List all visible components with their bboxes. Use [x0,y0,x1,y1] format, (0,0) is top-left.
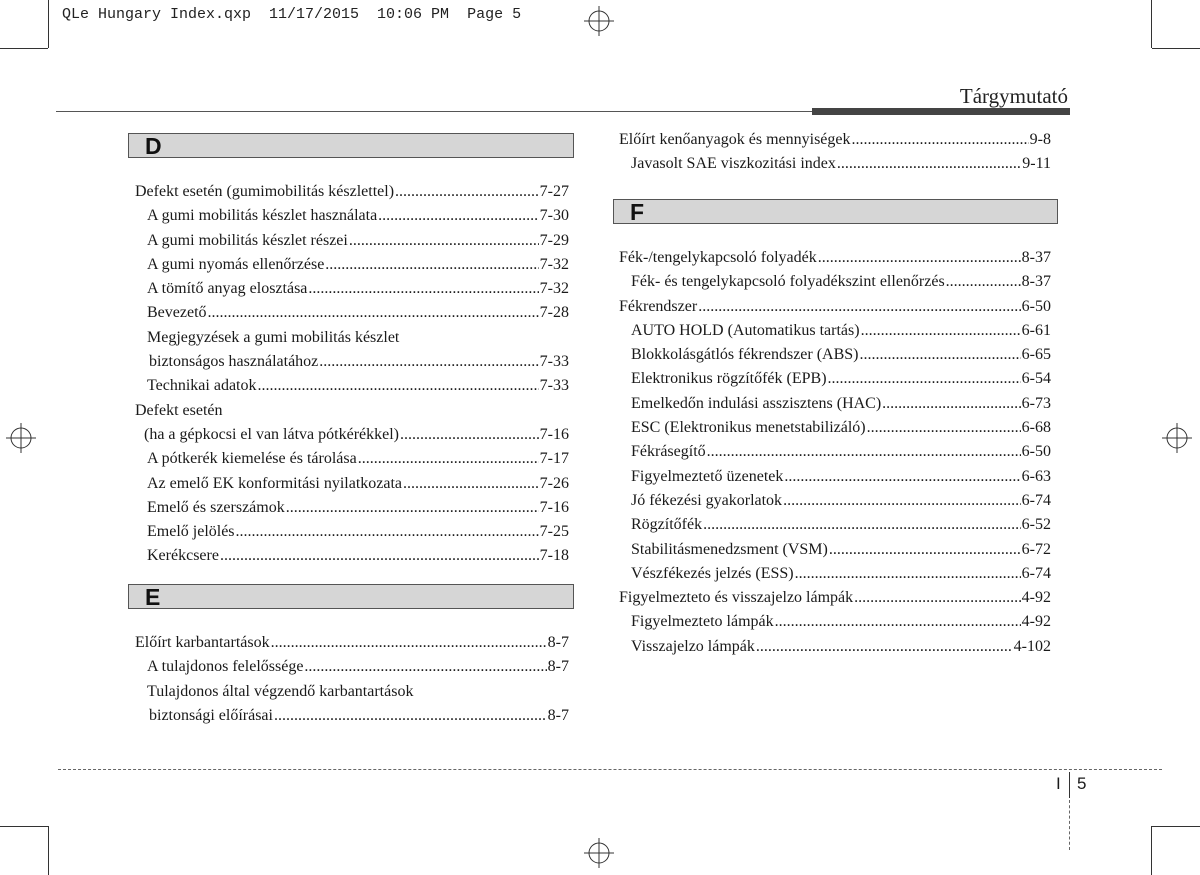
index-entry: Visszajelzo lámpák ..... 4-102 [619,635,1051,659]
index-entry: Az emelő EK konformitási nyilatkozata ..... 7-26 [135,472,569,496]
section-header-d [128,133,574,158]
index-column-right-f [619,246,1051,659]
section-header-e [128,584,574,609]
fold-line [1069,800,1070,850]
index-column-left [135,180,569,569]
index-entry: A gumi nyomás ellenőrzése ..... 7-32 [135,253,569,277]
index-entry: Emelő és szerszámok ..... 7-16 [135,496,569,520]
index-entry: Emelkedőn indulási asszisztens (HAC) ..... 6-73 [619,392,1051,416]
index-column-right-e [619,128,1051,177]
index-entry: Tulajdonos által végzendő karbantartások [147,682,414,700]
crop-mark-icon [1151,826,1152,875]
index-entry: biztonságos használatához ..... 7-33 [135,350,569,374]
registration-mark-icon [6,423,36,453]
page-title: Tárgymutató [959,84,1068,108]
index-entry: Defekt esetén [135,401,223,419]
index-entry: Figyelmezteto lámpák ..... 4-92 [619,610,1051,634]
index-entry: Figyelmeztető üzenetek ..... 6-63 [619,465,1051,489]
index-entry: Stabilitásmenedzsment (VSM) ..... 6-72 [619,538,1051,562]
index-entry: Figyelmezteto és visszajelzo lámpák ..... 4-92 [619,586,1051,610]
index-entry: Fékrendszer ..... 6-50 [619,295,1051,319]
index-entry: Fék- és tengelykapcsoló folyadékszint ellenőrzés ..... 8-37 [619,270,1051,294]
index-entry: Emelő jelölés ..... 7-25 [135,520,569,544]
header-rule [56,111,812,112]
section-letter-f: F [630,199,645,225]
index-entry: Blokkolásgátlós fékrendszer (ABS) ..... 6-65 [619,343,1051,367]
registration-mark-icon [584,6,614,36]
index-entry: A tulajdonos felelőssége ..... 8-7 [135,655,569,679]
index-entry: (ha a gépkocsi el van látva pótkérékkel) ..... 7-16 [135,423,569,447]
index-entry: Jó fékezési gyakorlatok ..... 6-74 [619,489,1051,513]
index-entry: Rögzítőfék ..... 6-52 [619,513,1051,537]
index-entry: Defekt esetén (gumimobilitás készlettel) ..... 7-27 [135,180,569,204]
index-entry: ESC (Elektronikus menetstabilizáló) ..... 6-68 [619,416,1051,440]
crop-mark-icon [1151,0,1152,48]
index-entry: AUTO HOLD (Automatikus tartás) ..... 6-61 [619,319,1051,343]
crop-mark-icon [1152,826,1200,827]
registration-mark-icon [1162,423,1192,453]
index-entry: Vészfékezés jelzés (ESS) ..... 6-74 [619,562,1051,586]
index-entry: Elektronikus rögzítőfék (EPB) ..... 6-54 [619,367,1051,391]
index-entry: Fék-/tengelykapcsoló folyadék ..... 8-37 [619,246,1051,270]
page-number: 5 [1077,774,1087,793]
crop-mark-icon [0,48,48,49]
section-label: I [1056,774,1061,793]
section-header-f [613,199,1058,224]
index-entry: Előírt karbantartások ..... 8-7 [135,631,569,655]
index-entry: A gumi mobilitás készlet részei ..... 7-29 [135,229,569,253]
index-column-left-e [135,631,569,728]
index-entry: Előírt kenőanyagok és mennyiségek ..... 9-8 [619,128,1051,152]
crop-mark-icon [48,826,49,875]
section-letter-d: D [145,133,162,159]
index-entry: Javasolt SAE viszkozitási index ..... 9-11 [619,152,1051,176]
footer-dashed-rule [58,769,1162,770]
crop-mark-icon [0,826,48,827]
index-entry: A pótkerék kiemelése és tárolása ..... 7-17 [135,447,569,471]
index-entry: Kerékcsere ..... 7-18 [135,544,569,568]
index-entry: biztonsági előírásai ..... 8-7 [135,704,569,728]
index-entry: A tömítő anyag elosztása ..... 7-32 [135,277,569,301]
crop-mark-icon [1152,48,1200,49]
index-entry: Fékrásegítő ..... 6-50 [619,440,1051,464]
print-slug: QLe Hungary Index.qxp 11/17/2015 10:06 PM Page 5 [62,6,522,23]
header-bar [812,108,1070,115]
page-number-separator [1069,772,1070,798]
crop-mark-icon [48,0,49,48]
index-entry: Megjegyzések a gumi mobilitás készlet [147,328,400,346]
index-entry: A gumi mobilitás készlet használata ..... 7-30 [135,204,569,228]
index-entry: Technikai adatok ..... 7-33 [135,374,569,398]
index-entry: Bevezető ..... 7-28 [135,301,569,325]
registration-mark-icon [584,838,614,868]
section-letter-e: E [145,584,161,610]
